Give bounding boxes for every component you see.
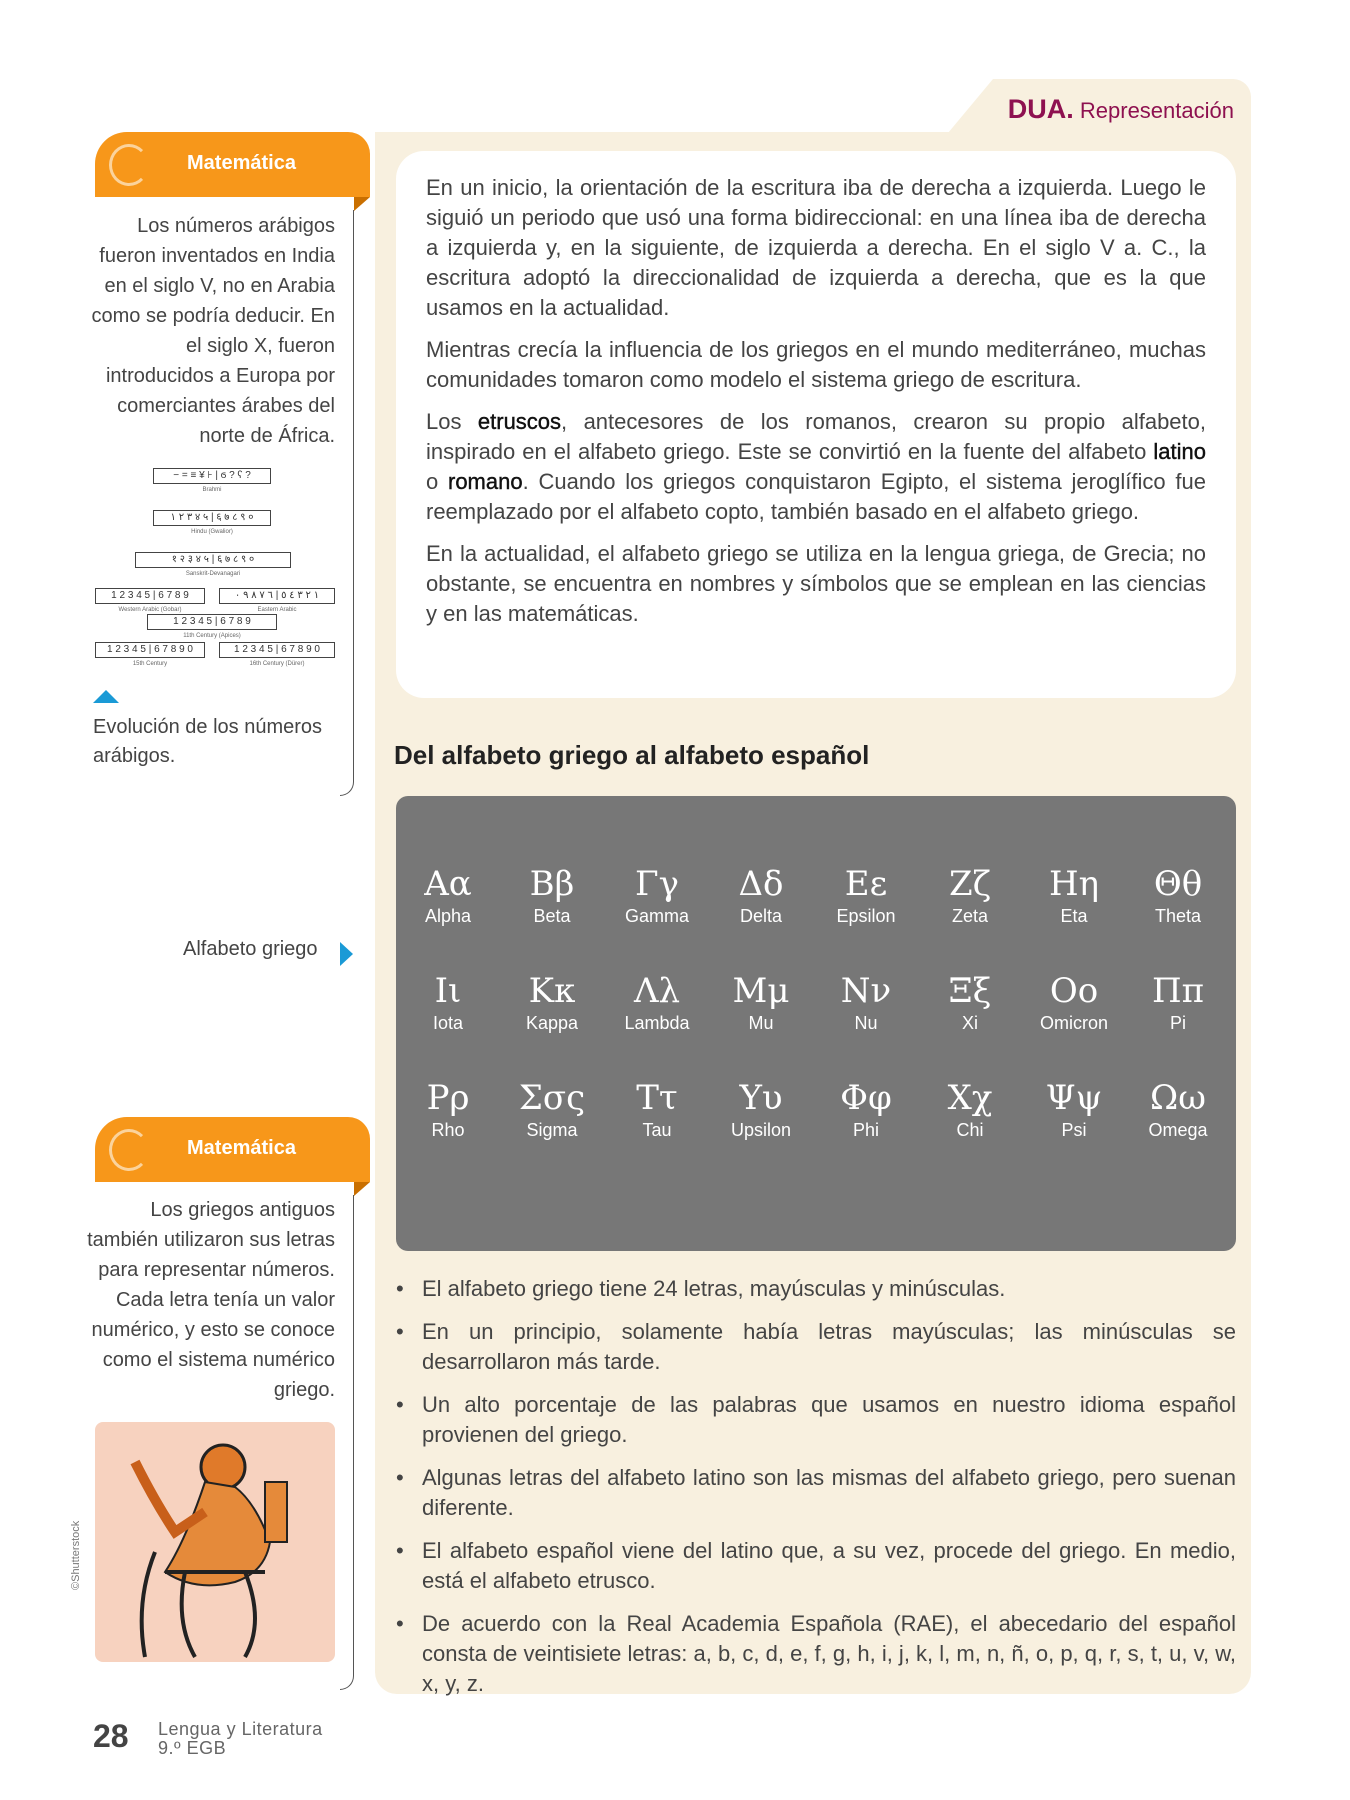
greek-letter-cell [605, 971, 709, 1034]
greek-letter: Οο [1049, 971, 1099, 1011]
greek-letter-name: Beta [533, 906, 571, 926]
numeral-label: Brahmi [202, 487, 222, 493]
bullet-item: • De acuerdo con la Real Academia Española (RAE), el abecedario del español consta de veintisiete letras: a, b, c, d, e, f, g, h, i, j, k, l, m, n, ñ, o, p, q, r, s, t, u, v, w, x, y, z. [396, 1609, 1236, 1699]
term-romano: romano [448, 469, 523, 494]
triangle-up-icon [93, 690, 119, 703]
numeral-label: Western Arabic (Gobar) [118, 607, 182, 613]
greek-letter: Σσς [518, 1078, 586, 1118]
math-logo-icon [109, 1129, 149, 1171]
numeral-row: 1 2 3 4 5 | 6 7 8 9 [147, 614, 277, 630]
greek-letter: Δδ [738, 864, 784, 904]
numeral-label: Eastern Arabic [257, 607, 297, 613]
greek-letter: Ηη [1048, 864, 1100, 904]
bullet-item: • El alfabeto griego tiene 24 letras, mayúsculas y minúsculas. [396, 1274, 1236, 1304]
sidebar-text-1: Los números arábigos fueron inventados en India en el siglo V, no en Arabia como se podría deducir. En el siglo X, fueron introducidos a Europa por comerciantes árabes del norte de África. [91, 215, 335, 447]
greek-letter-cell [1126, 971, 1230, 1034]
numeral-label: Sanskrit-Devanagari [185, 571, 241, 577]
greek-letter-name: Phi [852, 1120, 879, 1140]
greek-letter: Γγ [635, 864, 679, 904]
greek-vase-illustration [95, 1422, 335, 1662]
greek-alphabet-label: Alfabeto griego [183, 938, 318, 960]
greek-letter-cell [1126, 864, 1230, 927]
numeral-label: 11th Century (Apices) [183, 633, 241, 639]
math-tab-2 [95, 1117, 370, 1182]
greek-letter-name: Upsilon [730, 1120, 792, 1140]
greek-letter-cell [709, 1078, 813, 1141]
greek-letter-name: Gamma [624, 906, 689, 926]
greek-letter-cell [396, 1078, 500, 1141]
greek-letter-name: Mu [748, 1013, 774, 1033]
photo-credit: ©Shutterstock [70, 1520, 82, 1590]
term-latino: latino [1153, 439, 1206, 464]
greek-letter: Εε [844, 864, 888, 904]
greek-letter-name: Xi [961, 1013, 978, 1033]
greek-letter-cell [500, 971, 604, 1034]
math-tab-label: Matemática [187, 1137, 296, 1159]
greek-letter: Αα [424, 864, 472, 904]
paragraph: Los etruscos, antecesores de los romanos, crearon su propio alfabeto, inspirado en el alfabeto griego. Este se convirtió en la fuente del alfabeto latino o romano. Cuando los griegos conquistaron Egipto, el sistema jeroglífico fue reemplazado por el alfabeto copto, también basado en el alfabeto griego. [426, 409, 1206, 524]
greek-letter-cell [709, 971, 813, 1034]
greek-letter-name: Tau [642, 1120, 672, 1140]
paragraph: En la actualidad, el alfabeto griego se utiliza en la lengua griega, de Grecia; no obstante, se encuentra en nombres y símbolos que se emplean en las ciencias y en las matemáticas. [426, 541, 1206, 626]
numeral-row: ۱ ۲ ۳ ४ ५ | ६ ७ ८ ९ ० [153, 510, 271, 526]
greek-letter-name: Nu [854, 1013, 878, 1033]
greek-letter: Ξξ [948, 971, 992, 1011]
bullet-item: • El alfabeto español viene del latino que, a su vez, procede del griego. En medio, está el alfabeto etrusco. [396, 1536, 1236, 1596]
greek-letter: Ψψ [1045, 1078, 1103, 1118]
greek-letter: Υυ [739, 1078, 783, 1118]
numeral-label: 16th Century (Dürer) [249, 661, 305, 667]
numeral-row: 1 2 3 4 5 | 6 7 8 9 0 [219, 642, 335, 658]
tab-fold [354, 1182, 370, 1196]
greek-letter-cell [814, 971, 918, 1034]
paragraph: Mientras crecía la influencia de los griegos en el mundo mediterráneo, muchas comunidades tomaron como modelo el sistema griego de escritura. [426, 337, 1206, 392]
greek-letter: Ρρ [426, 1078, 470, 1118]
numeral-row: १ २ ३ ४ ५ | ६ ७ ८ ९ ० [135, 552, 291, 568]
image-caption: Evolución de los números arábigos. [93, 716, 323, 767]
greek-letter: Ββ [529, 864, 575, 904]
greek-letter-cell [918, 1078, 1022, 1141]
dua-section: Representación [1079, 98, 1234, 123]
greek-alphabet-table [396, 796, 1236, 1251]
greek-letter: Λλ [633, 971, 681, 1011]
greek-letter-cell [709, 864, 813, 927]
greek-letter-cell [918, 864, 1022, 927]
greek-letter-name: Lambda [624, 1013, 690, 1033]
section-heading: Del alfabeto griego al alfabeto español [394, 740, 870, 770]
greek-letter-name: Omicron [1039, 1013, 1108, 1033]
sidebar-text-2: Los griegos antiguos también utilizaron sus letras para representar números. Cada letra tenía un valor numérico, y esto se conoce como el sistema numérico griego. [87, 1199, 335, 1401]
greek-letter-name: Zeta [951, 906, 989, 926]
numeral-row: − = ≡ ¥ ⊦ | ϭ ? ʕ ? [153, 468, 271, 484]
greek-letter: Χχ [947, 1078, 993, 1118]
numeral-label: 15th Century [132, 661, 168, 667]
intro-text-box [396, 151, 1236, 698]
greek-letter-cell [605, 864, 709, 927]
bullet-list [396, 1274, 1236, 1712]
book-grade: 9.º EGB [158, 1738, 227, 1758]
greek-letter: Μμ [732, 971, 790, 1011]
numeral-row: ١ ٢ ٣ ٤ ٥ | ٦ ٧ ٨ ٩ ٠ [219, 588, 335, 604]
greek-letter-name: Sigma [526, 1120, 578, 1140]
greek-letter-name: Psi [1061, 1120, 1087, 1140]
greek-letter: Ττ [636, 1078, 678, 1118]
book-subject: Lengua y Literatura [158, 1719, 323, 1739]
greek-letter: Ιι [434, 971, 462, 1011]
greek-letter-cell [814, 864, 918, 927]
greek-letter-name: Delta [739, 906, 783, 926]
greek-letter-name: Eta [1060, 906, 1088, 926]
greek-letter-name: Rho [431, 1120, 465, 1140]
sidebar-divider [340, 210, 354, 796]
numeral-evolution-diagram [95, 466, 335, 681]
math-tab-1 [95, 132, 370, 197]
math-logo-icon [109, 144, 149, 186]
math-tab-label: Matemática [187, 152, 296, 174]
numeral-row: 1 2 3 4 5 | 6 7 8 9 0 [95, 642, 205, 658]
greek-letter-cell [605, 1078, 709, 1141]
numeral-label: Hindu (Gwalior) [191, 529, 233, 535]
greek-letter-name: Theta [1154, 906, 1202, 926]
tab-fold [354, 197, 370, 211]
greek-letter: Ππ [1152, 971, 1204, 1011]
greek-letter-cell [500, 864, 604, 927]
greek-letter-name: Chi [956, 1120, 984, 1140]
greek-letter: Ωω [1150, 1078, 1206, 1118]
greek-letter: Θθ [1153, 864, 1203, 904]
greek-letter-name: Epsilon [836, 906, 896, 926]
paragraph: En un inicio, la orientación de la escritura iba de derecha a izquierda. Luego le siguió un periodo que usó una forma bidireccional: en una línea iba de derecha a izquierda y, en la siguiente, de izquierda a derecha. En el siglo V a. C., la escritura adoptó la direccionalidad de izquierda a derecha, que es la que usamos en la actualidad. [426, 175, 1206, 320]
greek-letter: Νν [840, 971, 892, 1011]
bullet-item: • Un alto porcentaje de las palabras que usamos en nuestro idioma español provienen del griego. [396, 1390, 1236, 1450]
greek-letter-cell [918, 971, 1022, 1034]
dua-label: DUA. [1007, 94, 1074, 124]
greek-letter-name: Pi [1169, 1013, 1186, 1033]
bullet-item: • En un principio, solamente había letras mayúsculas; las minúsculas se desarrollaron más tarde. [396, 1317, 1236, 1377]
arrow-right-icon [340, 942, 353, 966]
term-etruscos: etruscos [477, 409, 562, 434]
greek-letter-cell [814, 1078, 918, 1141]
greek-letter-cell [1022, 971, 1126, 1034]
bullet-item: • Algunas letras del alfabeto latino son las mismas del alfabeto griego, pero suenan diferente. [396, 1463, 1236, 1523]
greek-letter-cell [396, 864, 500, 927]
greek-letter: Φφ [840, 1078, 892, 1118]
greek-letter-name: Alpha [424, 906, 472, 926]
greek-letter-cell [1022, 864, 1126, 927]
greek-letter: Κκ [528, 971, 576, 1011]
greek-letter: Ζζ [948, 864, 992, 904]
greek-letter-name: Kappa [525, 1013, 579, 1033]
greek-letter-name: Omega [1148, 1120, 1208, 1140]
greek-letter-cell [500, 1078, 604, 1141]
greek-letter-cell [396, 971, 500, 1034]
greek-letter-cell [1022, 1078, 1126, 1141]
sidebar-divider [340, 1195, 354, 1690]
numeral-row: 1 2 3 4 5 | 6 7 8 9 [95, 588, 205, 604]
dua-header [1008, 94, 1234, 125]
greek-letter-name: Iota [432, 1013, 464, 1033]
book-info [158, 1720, 323, 1758]
greek-letter-cell [1126, 1078, 1230, 1141]
page-number: 28 [93, 1718, 129, 1754]
